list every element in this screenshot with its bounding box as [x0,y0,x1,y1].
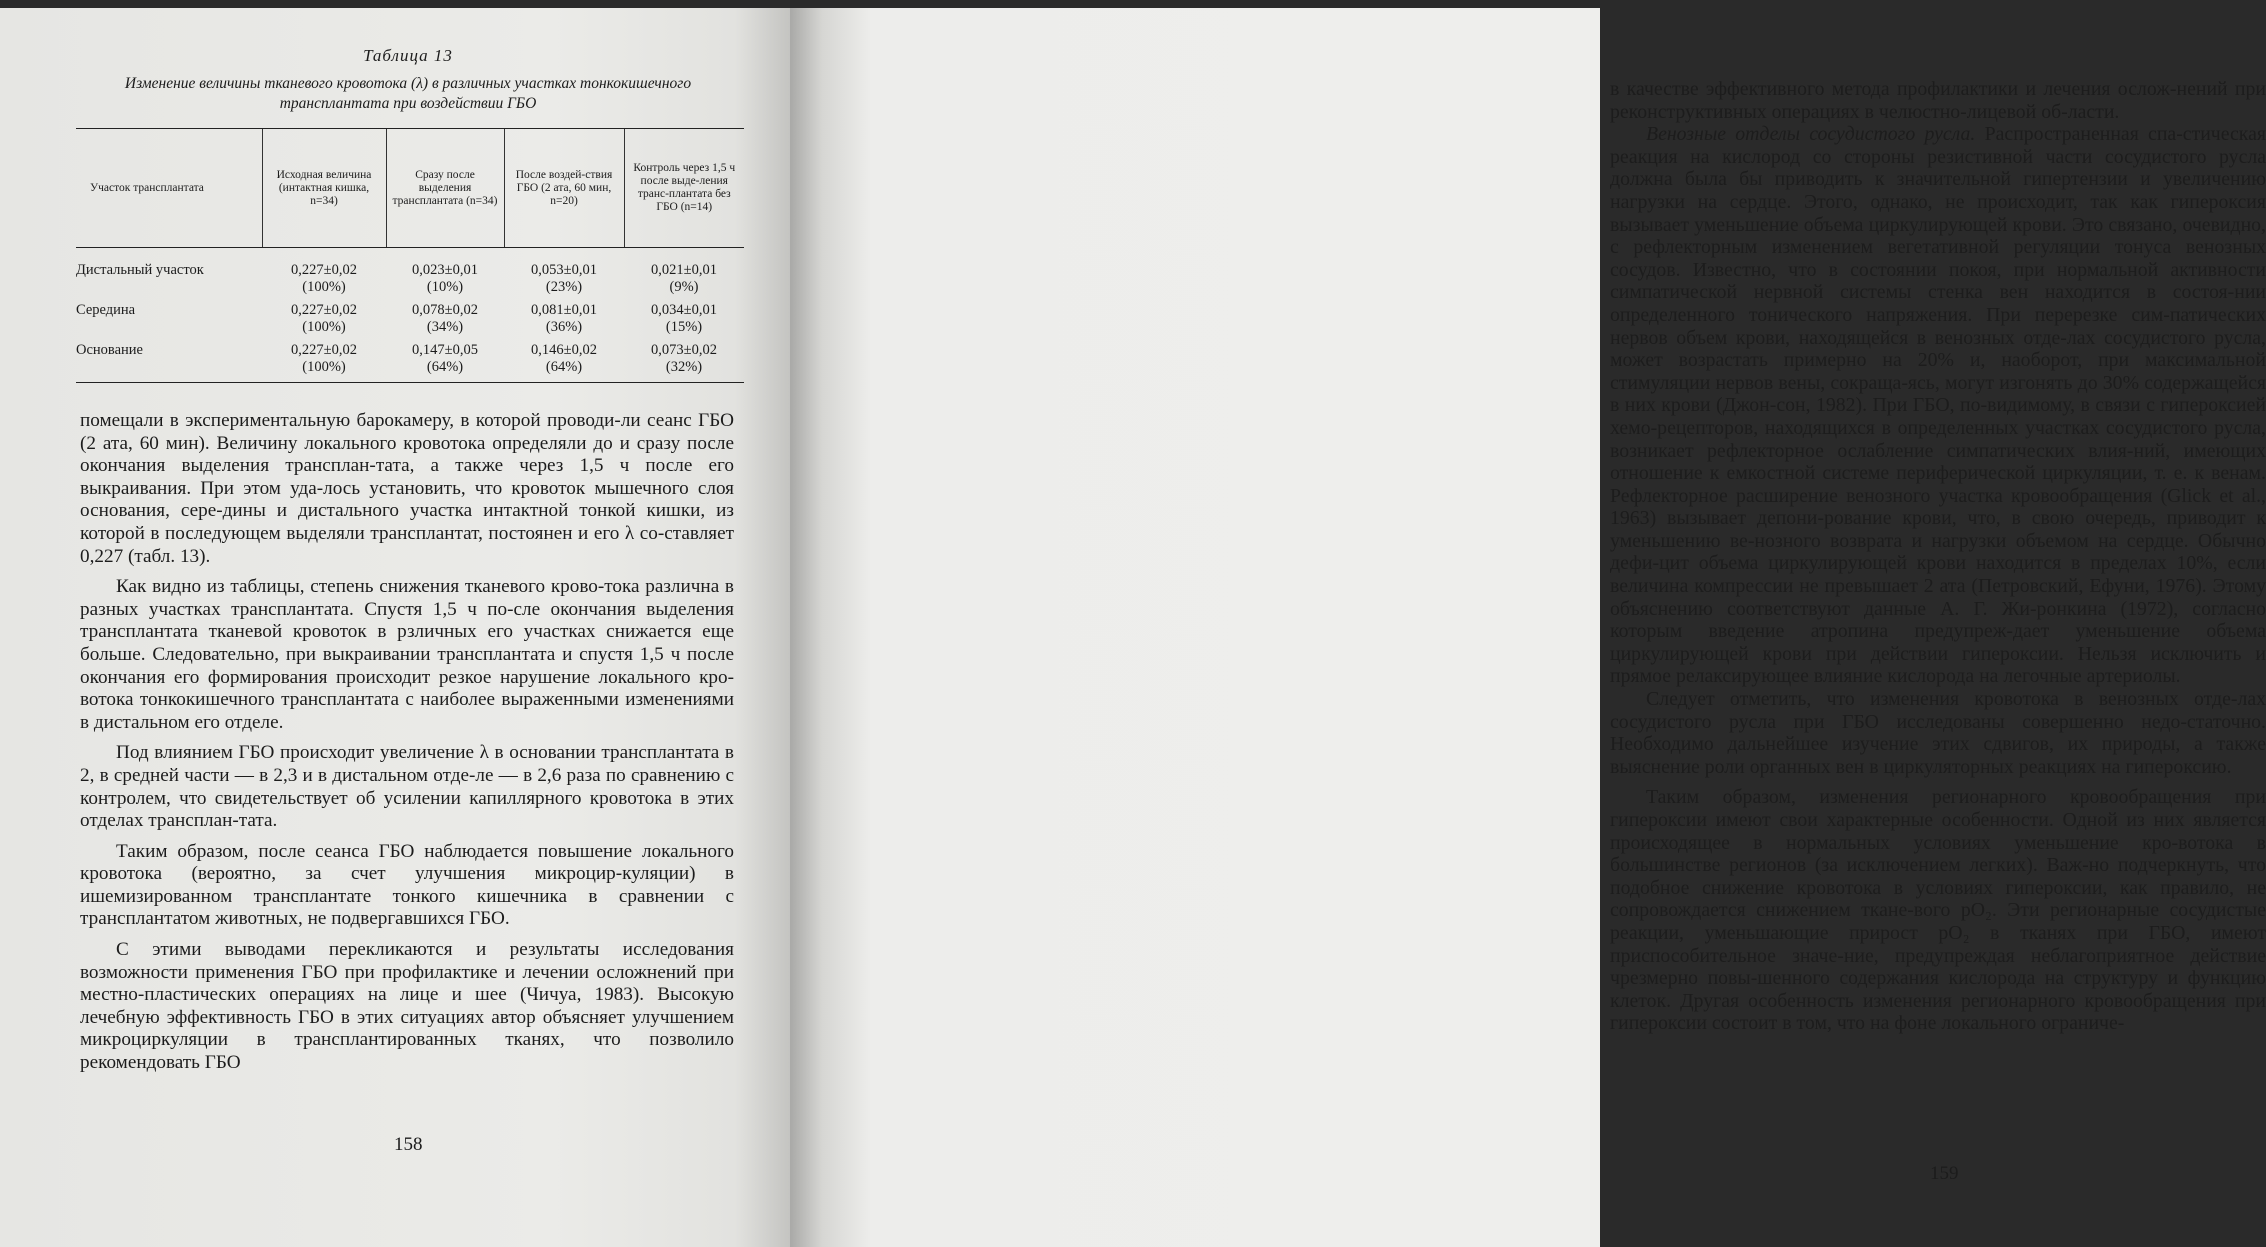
paragraph: Как видно из таблицы, степень снижения тканевого крово-тока различна в разных участках трансплантата. Спустя 1,5 ч по-сле окончания выделения трансплантата тканевой кровоток в рзличных его участках снижается еще больше. Следовательно, при выкраивании трансплантата и спустя 1,5 ч после окончания его формирования происходит резкое нарушение локального кро-вотока тонкокишечного трансплантата с наиболее выраженными изменениями в дистальном его отделе. [80,576,734,733]
table-cell [504,302,624,342]
table-header-row [76,129,744,248]
cell-percent: (9%) [669,279,699,295]
table-number: Таблица 13 [363,46,453,65]
cell-percent: (10%) [426,279,464,295]
cell-percent: (100%) [302,319,346,335]
table-title: Изменение величины тканевого кровотока (λ) в различных участках тонкокишечного трансплантата при воздействии ГБО [124,75,692,112]
paragraph: помещали в экспериментальную барокамеру, в которой проводи-ли сеанс ГБО (2 ата, 60 мин). Величину локального кровотока определяли до и сразу после окончания выделения трансплан-тата, а также через 1,5 ч после его выкраивания. При этом уда-лось установить, что кровоток мышечного слоя основания, сере-дины и дистального участка интактной тонкой кишки, из которой в последующем выделяли трансплантат, постоянен и его λ со-ставляет 0,227 (табл. 13). [80,410,734,567]
table-row [76,302,744,342]
paragraph-with-heading [1610,123,2266,688]
cell-value: 0,146±0,02 [531,342,597,358]
table-header-cell: Контроль через 1,5 ч после выде-ления транс-плантата без ГБО (n=14) [624,129,744,248]
cell-value: 0,034±0,01 [651,302,717,318]
paragraph: Под влиянием ГБО происходит увеличение λ в основании трансплантата в 2, в средней части — в 2,3 и в дистальном отде-ле — в 2,6 раза по сравнению с контролем, что свидетельствует об усилении капиллярного кровотока в этих отделах трансплан-тата. [80,742,734,832]
table-cell [624,342,744,383]
page-number-left: 158 [394,1134,423,1155]
paragraph: Таким образом, после сеанса ГБО наблюдается повышение локального кровотока (вероятно, за счет улучшения микроцир-куляции) в ишемизированном трансплантате тонкого кишечника в сравнении с трансплантатом животных, не подвергавшихся ГБО. [80,840,734,930]
table-row [76,248,744,303]
paragraph-text: Распространенная спа-стическая реакция на кислород со стороны резистивной части сосудистого русла должна была бы приводить к значительной гипертензии и увеличению нагрузки на сердце. Этого, однако, не происходит, так как гипероксия вызывает уменьшение объема циркулирующей крови. Это связано, очевидно, с рефлекторным изменением вегетативной регуляции тонуса венозных сосудов. Известно, что в состоянии покоя, при нормальной активности симпатической нервной системы стенка вен находится в состоя-нии определенного тонического напряжения. При перерезке сим-патических нервов объем крови, находящейся в венозных отде-лах сосудистого русла, может возрастать примерно на 20% и, наоборот, при максимальной стимуляции нервов вены, сокраща-ясь, могут изгонять до 30% содержащейся в них крови (Джон-сон, 1982). При ГБО, по-видимому, в связи с гипероксией хемо-рецепторов, находящихся в определенных участках сосудистого русла, возникает рефлекторное ослабление симпатических влия-ний, имеющих отношение к емкостной системе периферической циркуляции, т. е. к венам. Рефлекторное расширение венозного участка кровообращения (Glick et al., 1963) вызывает депони-рование крови, что, в свою очередь, приводит к уменьшению ве-нозного возврата и нагрузки объемом на сердце. Обычно дефи-цит объема циркулирующей крови находится в пределах 10%, если величина компрессии не превышает 2 ата (Петровский, Ефуни, 1976). Этому объяснению соответствуют данные А. Г. Жи-ронкина (1972), согласно которым введение атропина предупреж-дает уменьшение объема циркулирующей крови при действии гипероксии. Нельзя исключить и прямое релаксирующее влияние кислорода на легочные артериолы. [1610,123,2266,688]
cell-value: 0,081±0,01 [531,302,597,318]
table-cell-site: Основание [76,342,262,383]
section-heading: Венозные отделы сосудистого русла. [1646,123,1976,146]
table-header-cell: После воздей-ствия ГБО (2 ата, 60 мин, n=20) [504,129,624,248]
cell-percent: (15%) [665,319,703,335]
cell-value: 0,227±0,02 [291,302,357,318]
cell-percent: (100%) [302,359,346,375]
table-cell [386,302,504,342]
paragraph: С этими выводами перекликаются и результаты исследования возможности применения ГБО при профилактике и лечении осложнений при местно-пластических операциях на лице и шее (Чичуа, 1983). Высокую лечебную эффективность ГБО в этих ситуациях автор объясняет улучшением микроциркуляции в трансплантированных тканях, что позволило рекомендовать ГБО [80,939,734,1074]
cell-value: 0,023±0,01 [412,262,478,278]
right-body-text [1610,78,2266,1035]
table-cell [386,248,504,303]
table-cell [262,248,386,303]
left-page [0,8,790,1247]
paragraph: в качестве эффективного метода профилактики и лечения ослож-нений при реконструктивных операциях в челюстно-лицевой об-ласти. [1610,78,2266,123]
cell-percent: (34%) [426,319,464,335]
blood-flow-table [76,128,744,383]
table-cell-site: Середина [76,302,136,318]
cell-value: 0,021±0,01 [651,262,717,278]
table-cell [262,342,386,383]
cell-percent: (32%) [665,359,703,375]
left-body-text [80,410,734,1075]
table-cell [504,342,624,383]
cell-value: 0,147±0,05 [412,342,478,358]
paragraph: Следует отметить, что изменения кровотока в венозных отде-лах сосудистого русла при ГБО исследованы совершенно недо-статочно. Необходимо дальнейшее изучение этих сдвигов, их природы, а также выяснение роли органных вен в циркуляторных реакциях на гипероксию. [1610,688,2266,778]
table-header-cell: Сразу после выделения трансплантата (n=34) [386,129,504,248]
table-cell-site: Дистальный участок [76,262,204,278]
cell-value: 0,227±0,02 [291,342,357,358]
table-cell [624,302,744,342]
page-number-right: 159 [1930,1163,1959,1184]
cell-value: 0,053±0,01 [531,262,597,278]
cell-percent: (64%) [426,359,464,375]
right-page [790,8,2266,1247]
cell-value: 0,078±0,02 [412,302,478,318]
table-cell [504,248,624,303]
table-header-cell: Исходная величина (интактная кишка, n=34) [262,129,386,248]
cell-percent: (100%) [302,279,346,295]
table-cell [262,302,386,342]
cell-value: 0,227±0,02 [291,262,357,278]
cell-percent: (64%) [545,359,583,375]
cell-percent: (36%) [545,319,583,335]
table-row [76,342,744,383]
table-cell [386,342,504,383]
cell-percent: (23%) [545,279,583,295]
table-cell [624,248,744,303]
table-header-cell: Участок трансплантата [76,129,262,248]
cell-value: 0,073±0,02 [651,342,717,358]
paragraph: Таким образом, изменения регионарного кровообращения при гипероксии имеют свои характерные особенности. Одной из них является происходящее в нормальных условиях уменьшение кро-вотока в большинстве регионов (за исключением легких). Важ-но подчеркнуть, что подобное снижение кровотока в условиях гипероксии, как правило, не сопровождается снижением ткане-вого pO₂. Эти регионарные сосудистые реакции, уменьшающие прирост pO₂ в тканях при ГБО, имеют приспособительное значе-ние, предупреждая неблагоприятное действие чрезмерно повы-шенного содержания кислорода на структуру и функцию клеток. Другая особенность изменения регионарного кровообращения при гипероксии состоит в том, что на фоне локального ограниче- [1610,786,2266,1035]
